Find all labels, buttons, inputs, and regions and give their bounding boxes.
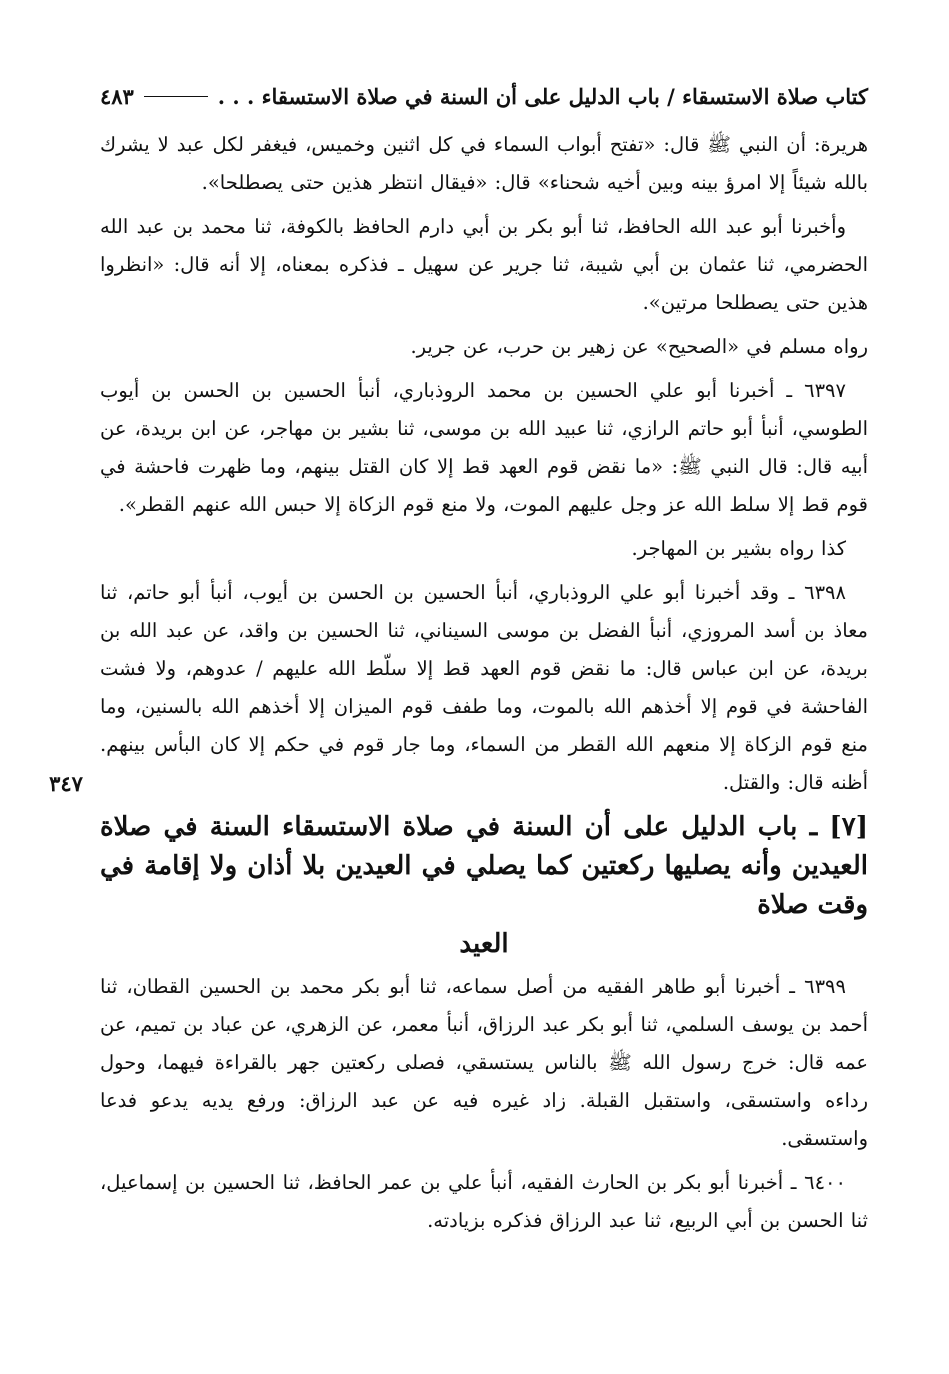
paragraph-bashir-note: كذا رواه بشير بن المهاجر. — [631, 537, 846, 560]
paragraph-hadith-6398: ٦٣٩٨ ـ وقد أخبرنا أبو علي الروذباري، أنبأ الحسين بن الحسن بن أيوب، أنبأ أبو حاتم، ثنا معاذ بن أسد المروزي، أنبأ الفضل بن موسى السيناني، ثنا الحسين بن واقد، عن عبد الله بن بريدة، عن ابن عباس قال: ما نقض قوم العهد قط إلا سلّط الله عليهم / عدوهم، ولا فشت الفاحشة في قوم إلا أخذهم الله بالموت، وما طفف قوم الميزان إلا أخذهم الله بالسنين، وما منع قوم الزكاة إلا منعهم الله القطر من السماء، وما جار قوم في حكم إلا كان البأس بينهم. أظنه قال: والقتل. — [100, 581, 868, 794]
paragraph-muslim-note: رواه مسلم في «الصحيح» عن زهير بن حرب، عن جرير. — [410, 335, 868, 358]
page-body — [100, 126, 868, 1246]
page — [49, 70, 868, 1360]
chapter-heading-main: [٧] ـ باب الدليل على أن السنة في صلاة الاستسقاء السنة في صلاة العيدين وأنه يصليها ركعتين كما يصلي في العيدين بلا أذان ولا إقامة في وقت صلاة — [100, 812, 868, 920]
paragraph-hadith-continuation: هريرة: أن النبي ﷺ قال: «تفتح أبواب السماء في كل اثنين وخميس، فيغفر لكل عبد لا يشرك بالله شيئاً إلا امرؤ بينه وبين أخيه شحناء» قال: «فيقال انتظر هذين حتى يصطلحا». — [100, 133, 868, 194]
chapter-heading-last-line: العيد — [459, 929, 509, 959]
header-title: كتاب صلاة الاستسقاء / باب الدليل على أن السنة في صلاة الاستسقاء . . . — [217, 83, 868, 109]
paragraph-hadith-6400: ٦٤٠٠ ـ أخبرنا أبو بكر بن الحارث الفقيه، أنبأ علي بن عمر الحافظ، ثنا الحسين بن إسماعيل، ثنا الحسن بن أبي الربيع، ثنا عبد الرزاق فذكره بزيادته. — [100, 1171, 868, 1232]
running-header — [100, 78, 868, 114]
page-number: ٤٨٣ — [100, 83, 134, 109]
chapter-heading — [100, 808, 868, 964]
paragraph-hadith-6399: ٦٣٩٩ ـ أخبرنا أبو طاهر الفقيه من أصل سماعه، ثنا أبو بكر محمد بن الحسين القطان، ثنا أحمد بن يوسف السلمي، ثنا أبو بكر عبد الرزاق، أنبأ معمر، عن الزهري، عن عباد بن تميم، عن عمه قال: خرج رسول الله ﷺ بالناس يستسقي، فصلى ركعتين جهر بالقراءة فيهما، وحول رداءه واستسقى، واستقبل القبلة. زاد غيره فيه عن عبد الرزاق: ورفع يديه يدعو فدعا واستسقى. — [100, 975, 868, 1150]
paragraph-hadith-6397: ٦٣٩٧ ـ أخبرنا أبو علي الحسين بن محمد الروذباري، أنبأ الحسين بن الحسن بن أيوب الطوسي، أنبأ أبو حاتم الرازي، ثنا عبيد الله بن موسى، ثنا بشير بن مهاجر، عن ابن بريدة، عن أبيه قال: قال النبي ﷺ: «ما نقض قوم العهد قط إلا كان القتل بينهم، وما ظهرت فاحشة في قوم قط إلا سلط الله عز وجل عليهم الموت، ولا منع قوم الزكاة إلا حبس الله عنهم القطر». — [100, 379, 868, 516]
margin-page-reference: ٣٤٧ — [49, 771, 83, 796]
paragraph-second-chain: وأخبرنا أبو عبد الله الحافظ، ثنا أبو بكر بن أبي دارم الحافظ بالكوفة، ثنا محمد بن عبد الله الحضرمي، ثنا عثمان بن أبي شيبة، ثنا جرير عن سهيل ـ فذكره بمعناه، إلا أنه قال: «انظروا هذين حتى يصطلحا مرتين». — [100, 215, 868, 314]
header-rule — [144, 96, 208, 97]
